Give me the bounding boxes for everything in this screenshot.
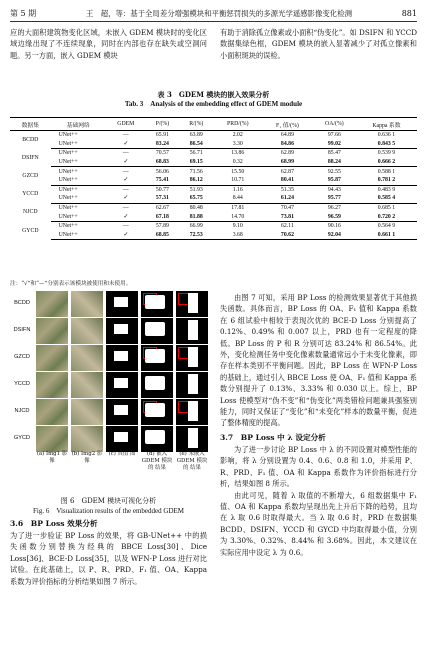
aerial-image-tile (71, 345, 103, 371)
metric-cell: 80.41 (262, 176, 313, 185)
metric-cell: 80.48 (189, 205, 203, 212)
aerial-image-tile (36, 372, 68, 398)
network-cell: UNet++ (51, 212, 106, 221)
table-row (10, 158, 417, 167)
col-header: F₁ 值/(%) (262, 118, 313, 131)
metric-cell: 62.89 (280, 150, 294, 157)
table-row (10, 185, 417, 194)
metric-cell: 0.588 1 (377, 168, 396, 175)
network-cell: UNet++ (51, 231, 106, 240)
gdem-cell: — (122, 132, 129, 139)
gdem-cell: ✓ (106, 194, 146, 203)
figure-caption (10, 497, 207, 516)
metric-cell: 8.44 (214, 194, 263, 203)
metric-cell: 63.89 (189, 132, 203, 139)
gdem-cell: — (122, 223, 129, 230)
figure-column-label: (a) Img1 影像 (36, 451, 68, 464)
figure-column-label: (b) Img2 影像 (71, 451, 103, 464)
page-number: 881 (401, 8, 417, 18)
gdem-cell: ✓ (106, 176, 146, 185)
metric-cell: 51.35 (280, 186, 294, 193)
network-cell: UNet++ (51, 140, 106, 149)
gdem-cell: ✓ (106, 140, 146, 149)
change-map-tile (176, 426, 208, 452)
dataset-cell: NJCD (23, 209, 38, 216)
section-heading: 3.6 BP Loss 效果分析 (10, 519, 98, 528)
gdem-cell: — (122, 168, 129, 175)
table-row (10, 149, 417, 158)
metric-cell: 65.75 (179, 194, 213, 203)
aerial-image-tile (71, 426, 103, 452)
metric-cell: 68.99 (262, 158, 313, 167)
metric-cell: 62.11 (281, 223, 294, 230)
figure-row-label: NJCD (14, 408, 30, 414)
change-map-tile (106, 399, 138, 425)
network-cell: UNet++ (58, 132, 78, 139)
metric-cell: 94.43 (327, 186, 341, 193)
metric-cell: 84.86 (262, 140, 313, 149)
metric-cell: 9.10 (232, 223, 243, 230)
issue-label: 第 5 期 (10, 8, 37, 18)
col-header: OA/(%) (313, 118, 356, 131)
metric-cell: 71.56 (189, 168, 203, 175)
gdem-cell: ✓ (106, 212, 146, 221)
network-cell: UNet++ (58, 150, 78, 157)
change-map-tile (106, 372, 138, 398)
metric-cell: 50.77 (155, 186, 169, 193)
aerial-image-tile (71, 318, 103, 344)
figure-column-label: (c) 真值 图 (108, 451, 136, 457)
metric-cell: 0.720 2 (356, 212, 417, 221)
table-row (10, 231, 417, 240)
metric-cell: 17.81 (231, 205, 245, 212)
table-caption-cn: 表 3 GDEM 模块的嵌入效果分析 (157, 90, 270, 99)
aerial-image-tile (36, 426, 68, 452)
metric-cell: 73.81 (262, 212, 313, 221)
metric-cell: 83.24 (146, 140, 179, 149)
paragraph: 由此可见，随着 λ 取值的不断增大，6 组数据集中 F₁ 值、OA 和 Kappa 系数均呈现出先上升后下降的趋势，且均在 λ 取 0.6 时取得最大。当 λ 取 0.6 时，PRD 在数据集 BCDD、DSIFN、YCCD 和 GYCD 中均取得最小值，分别为 3.30%、0.32%、8.44% 和 3.68%。因此，本文建议在实际应用中设定 λ 为 0.6。 (220, 490, 417, 557)
network-cell: UNet++ (58, 168, 78, 175)
metric-cell: 67.18 (146, 212, 179, 221)
metric-cell: 15.50 (231, 168, 245, 175)
aerial-image-tile (36, 345, 68, 371)
metric-cell: 13.86 (231, 150, 245, 157)
highlight-box (143, 293, 157, 305)
figure-caption-cn: 图 6 GDEM 模块可视化分析 (60, 497, 157, 505)
col-header: PRD/(%) (214, 118, 263, 131)
change-map-tile (176, 291, 208, 317)
paragraph: 为了进一步讨论 BP Loss 中 λ 的不同设置对模型性能的影响，将 λ 分别设置为 0.4、0.6、0.8 和 1.0，并采用 P、R、PRD、F₁ 值、OA 和 Kappa 系数作为评价指标进行分析，结果如图 8 所示。 (220, 444, 417, 489)
change-map-tile (176, 399, 208, 425)
aerial-image-tile (71, 399, 103, 425)
metric-cell: 70.57 (155, 150, 169, 157)
metric-cell: 75.41 (146, 176, 179, 185)
highlight-box (178, 401, 192, 413)
col-header: Kappa 系数 (356, 118, 417, 131)
table-row (10, 212, 417, 221)
table-row (10, 140, 417, 149)
metric-cell: 56.06 (155, 168, 169, 175)
network-cell: UNet++ (51, 158, 106, 167)
top-right-text-block (220, 27, 417, 61)
metric-cell: 51.93 (189, 186, 203, 193)
figure-column-label: (d) 嵌入 GDEM 模块的 结果 (141, 451, 173, 471)
paragraph: 为了进一步验证 BP Loss 的效果，将 GB-UNet++ 中的损失函数分别替换为经典的 BBCE Loss[30]、Dice Loss[36]、BCE-D Loss[35]，以及 WFN-P Loss 进行对比试验。在此基础上，以 P、R、PRD、F₁ 值、OA、Kappa 系数为评价指标的分析结果如图 7 所示。 (10, 531, 207, 586)
col-header: R/(%) (179, 118, 213, 131)
gdem-cell: ✓ (106, 158, 146, 167)
figure-row-label: BCDD (14, 300, 30, 306)
highlight-box (178, 293, 192, 305)
aerial-image-tile (71, 372, 103, 398)
metric-cell: 64.89 (280, 132, 294, 139)
dataset-cell: DSIFN (21, 154, 39, 161)
metric-cell: 68.85 (146, 231, 179, 240)
figure-caption-en: Fig. 6 Visualization results of the embedded GDEM (32, 506, 185, 515)
metric-cell: 0.32 (214, 158, 263, 167)
metric-cell: 3.30 (214, 140, 263, 149)
dataset-cell: GYCD (22, 227, 39, 234)
network-cell: UNet++ (58, 223, 78, 230)
gdem-cell: — (122, 205, 129, 212)
figure-row-label: YCCD (14, 381, 30, 387)
right-column-body (220, 292, 417, 558)
highlight-box (178, 347, 192, 359)
metric-cell: 14.70 (214, 212, 263, 221)
figure-6 (10, 291, 207, 481)
gdem-cell: — (122, 150, 129, 157)
table-row (10, 203, 417, 212)
figure-row-label: GYCD (13, 435, 31, 441)
change-map-tile (141, 318, 173, 344)
metric-cell: 0.564 9 (377, 223, 396, 230)
dataset-cell: GZCD (22, 172, 39, 179)
change-map-tile (141, 372, 173, 398)
metric-cell: 0.661 1 (356, 231, 417, 240)
paragraph: 应的大面积建筑物变化区域，未嵌入 GDEM 模块时的变化区域边缘出现了不连续现象，同时在内部也存在缺失或空洞问题。另一方面，嵌入 GDEM 模块 (10, 28, 207, 60)
gdem-results-table (10, 117, 417, 240)
metric-cell: 3.68 (214, 231, 263, 240)
metric-cell: 0.585 4 (356, 194, 417, 203)
dataset-cell: BCDD (22, 136, 39, 143)
table-note: 注：“√”和“—”分别表示该模块被使用和未使用。 (10, 281, 132, 287)
metric-cell: 86.12 (179, 176, 213, 185)
metric-cell: 10.71 (214, 176, 263, 185)
figure-row-label: GZCD (14, 354, 30, 360)
network-cell: UNet++ (51, 194, 106, 203)
metric-cell: 61.24 (262, 194, 313, 203)
table-row (10, 221, 417, 230)
table-caption (10, 90, 417, 109)
metric-cell: 62.87 (280, 168, 294, 175)
metric-cell: 0.483 9 (377, 186, 396, 193)
section-3-6 (10, 518, 207, 587)
metric-cell: 69.15 (179, 158, 213, 167)
col-header: P/(%) (146, 118, 179, 131)
aerial-image-tile (36, 318, 68, 344)
figure-row-label: DSIFN (13, 327, 31, 333)
top-left-text-block (10, 27, 207, 61)
aerial-image-tile (36, 399, 68, 425)
change-map-tile (106, 291, 138, 317)
metric-cell: 66.99 (189, 223, 203, 230)
table-header-row (10, 118, 417, 131)
aerial-image-tile (36, 291, 68, 317)
metric-cell: 95.77 (313, 194, 356, 203)
metric-cell: 95.87 (313, 176, 356, 185)
metric-cell: 0.636 1 (377, 132, 396, 139)
metric-cell: 70.47 (280, 205, 294, 212)
figure-column-label: (e) 未嵌入 GDEM 模块的 结果 (176, 451, 208, 471)
change-map-tile (176, 372, 208, 398)
metric-cell: 0.781 2 (356, 176, 417, 185)
change-map-tile (141, 399, 173, 425)
page-header (10, 6, 417, 20)
aerial-image-tile (71, 291, 103, 317)
metric-cell: 0.685 1 (377, 205, 396, 212)
metric-cell: 70.62 (262, 231, 313, 240)
metric-cell: 62.67 (155, 205, 169, 212)
metric-cell: 92.04 (313, 231, 356, 240)
col-header: 基础网络 (51, 118, 106, 131)
metric-cell: 68.83 (146, 158, 179, 167)
change-map-tile (106, 318, 138, 344)
table-row (10, 176, 417, 185)
metric-cell: 97.66 (327, 132, 341, 139)
dataset-cell: YCCD (22, 191, 39, 198)
metric-cell: 99.02 (313, 140, 356, 149)
metric-cell: 96.59 (313, 212, 356, 221)
paragraph: 由图 7 可知，采用 BP Loss 的检测效果显著优于其他损失函数。具体而言，BP Loss 的 OA、F₁ 值和 Kappa 系数在 6 组试验中相较于表现次优的 BCE-D Loss 分别提高了 0.12%、0.49% 和 0.007 以上，PRD 也有一定程度的降低。BP Loss 的 P 和 R 分别可达 83.24% 和 86.54%。此外，变化检测任务中变化像素数量通常远小于未变化像素，即存在样本类别不平衡问题。因此，BP Loss 在 WFN-P Loss 的基础上，通过引入 BBCE Loss 使 OA、F₁ 值和 Kappa 系数分别提升了 0.13%、3.33% 和 0.030 以上。综上，BP Loss 使模型对“伪不变”和“伪变化”两类错检问题兼具强鉴别能力，同时又保证了“变化”和“未变化”样本的数量平衡，促进了整体精度的提高。 (220, 293, 417, 428)
table-row (10, 131, 417, 140)
network-cell: UNet++ (58, 205, 78, 212)
metric-cell: 1.16 (232, 186, 243, 193)
change-map-tile (176, 345, 208, 371)
metric-cell: 56.71 (189, 150, 203, 157)
section-heading: 3.7 BP Loss 中 λ 设定分析 (220, 432, 326, 442)
highlight-box (143, 401, 157, 413)
gdem-cell: ✓ (106, 231, 146, 240)
metric-cell: 0.843 5 (356, 140, 417, 149)
paragraph: 有助于消除孤立像素或小面积“伪变化”。如 DSIFN 和 YCCD 数据集绿色框，GDEM 模块的嵌入显著减少了对孤立像素和小面积斑块的误检。 (220, 28, 417, 60)
header-rule (10, 21, 417, 22)
metric-cell: 2.02 (232, 132, 243, 139)
col-header: 数据集 (10, 118, 51, 131)
table-caption-en: Tab. 3 Analysis of the embedding effect of GDEM module (124, 99, 303, 108)
metric-cell: 81.88 (179, 212, 213, 221)
network-cell: UNet++ (51, 176, 106, 185)
metric-cell: 57.89 (155, 223, 169, 230)
table-row (10, 194, 417, 203)
metric-cell: 88.24 (313, 158, 356, 167)
metric-cell: 65.91 (155, 132, 169, 139)
metric-cell: 0.539 9 (377, 150, 396, 157)
gdem-cell: — (122, 186, 129, 193)
metric-cell: 0.666 2 (356, 158, 417, 167)
metric-cell: 72.53 (179, 231, 213, 240)
metric-cell: 86.54 (179, 140, 213, 149)
change-map-tile (141, 291, 173, 317)
highlight-box (143, 347, 157, 359)
change-map-tile (176, 318, 208, 344)
metric-cell: 92.55 (327, 168, 341, 175)
change-map-tile (106, 345, 138, 371)
change-map-tile (141, 345, 173, 371)
table-row (10, 167, 417, 176)
col-header: GDEM (106, 118, 146, 131)
metric-cell: 96.27 (327, 205, 341, 212)
network-cell: UNet++ (58, 186, 78, 193)
metric-cell: 85.47 (327, 150, 341, 157)
change-map-tile (106, 426, 138, 452)
change-map-tile (141, 426, 173, 452)
running-title: 王 超，等：基于全局差分增强模块和平衡惩罚损失的多源光学遥感影像变化检测 (85, 8, 352, 18)
metric-cell: 57.31 (146, 194, 179, 203)
metric-cell: 90.16 (327, 223, 341, 230)
